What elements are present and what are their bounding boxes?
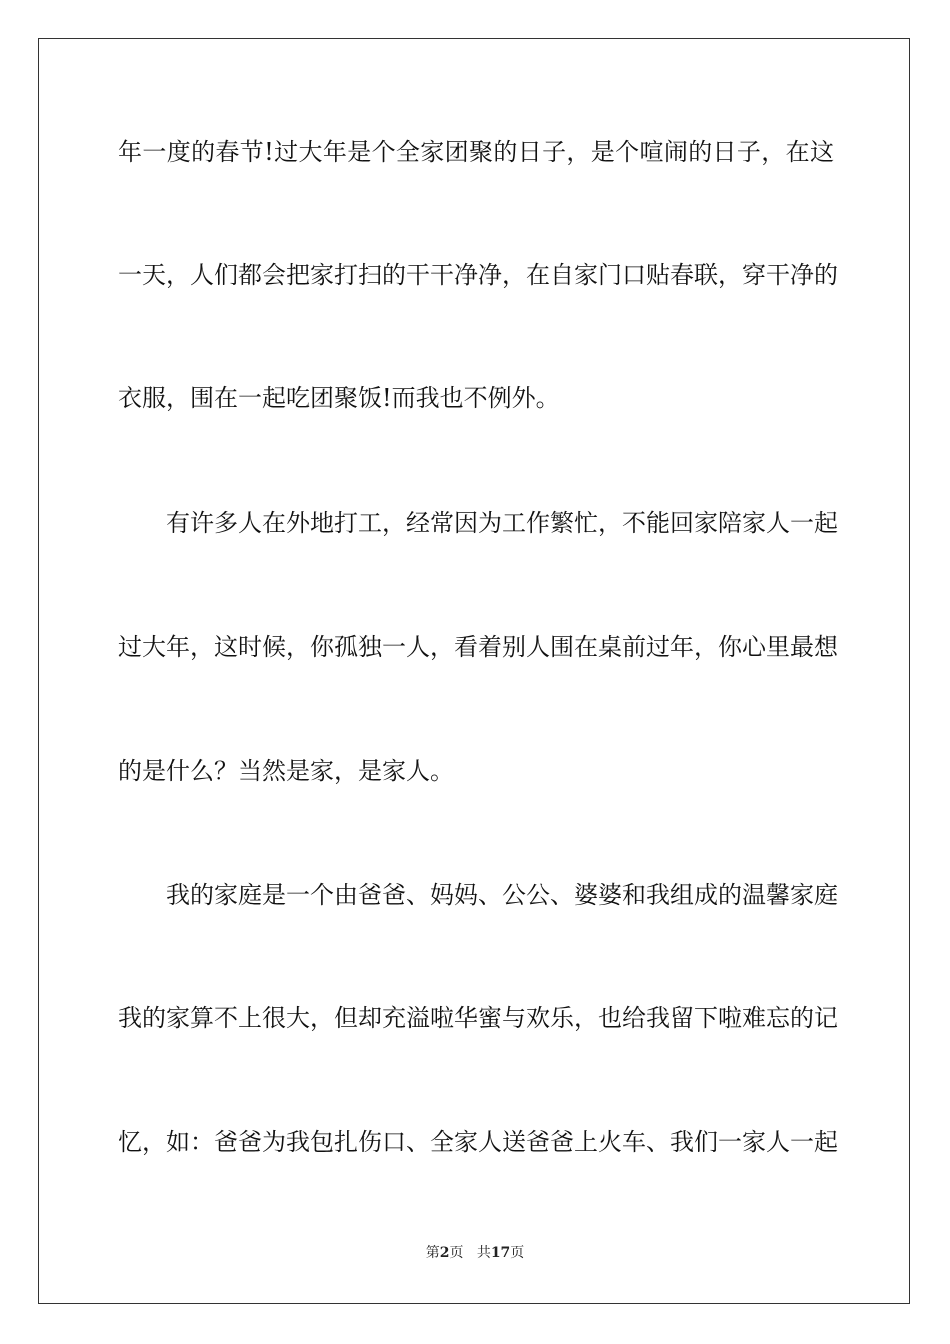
page-footer — [0, 1244, 950, 1262]
total-prefix: 共 — [476, 1245, 491, 1261]
paragraph-line-1: 年一度的春节!过大年是个全家团聚的日子，是个喧闹的日子，在这 — [118, 138, 834, 166]
paragraph-line-5: 过大年，这时候，你孤独一人，看着别人围在桌前过年，你心里最想 — [118, 633, 838, 661]
paragraph-line-7: 我的家庭是一个由爸爸、妈妈、公公、婆婆和我组成的温馨家庭 — [166, 881, 838, 909]
paragraph-line-4: 有许多人在外地打工，经常因为工作繁忙，不能回家陪家人一起 — [166, 509, 838, 537]
total-suffix: 页 — [510, 1245, 525, 1261]
page-border — [38, 38, 910, 1304]
paragraph-line-6: 的是什么？当然是家，是家人。 — [118, 757, 454, 785]
paragraph-line-9: 忆，如：爸爸为我包扎伤口、全家人送爸爸上火车、我们一家人一起 — [118, 1128, 838, 1156]
page-suffix: 页 — [449, 1245, 464, 1261]
paragraph-line-8: 我的家算不上很大，但却充溢啦华蜜与欢乐，也给我留下啦难忘的记 — [118, 1004, 838, 1032]
total-pages: 17 — [490, 1245, 511, 1261]
page-number: 2 — [439, 1245, 450, 1261]
paragraph-line-3: 衣服，围在一起吃团聚饭!而我也不例外。 — [118, 384, 560, 412]
page-prefix: 第 — [425, 1245, 440, 1261]
paragraph-line-2: 一天，人们都会把家打扫的干干净净，在自家门口贴春联，穿干净的 — [118, 261, 838, 289]
